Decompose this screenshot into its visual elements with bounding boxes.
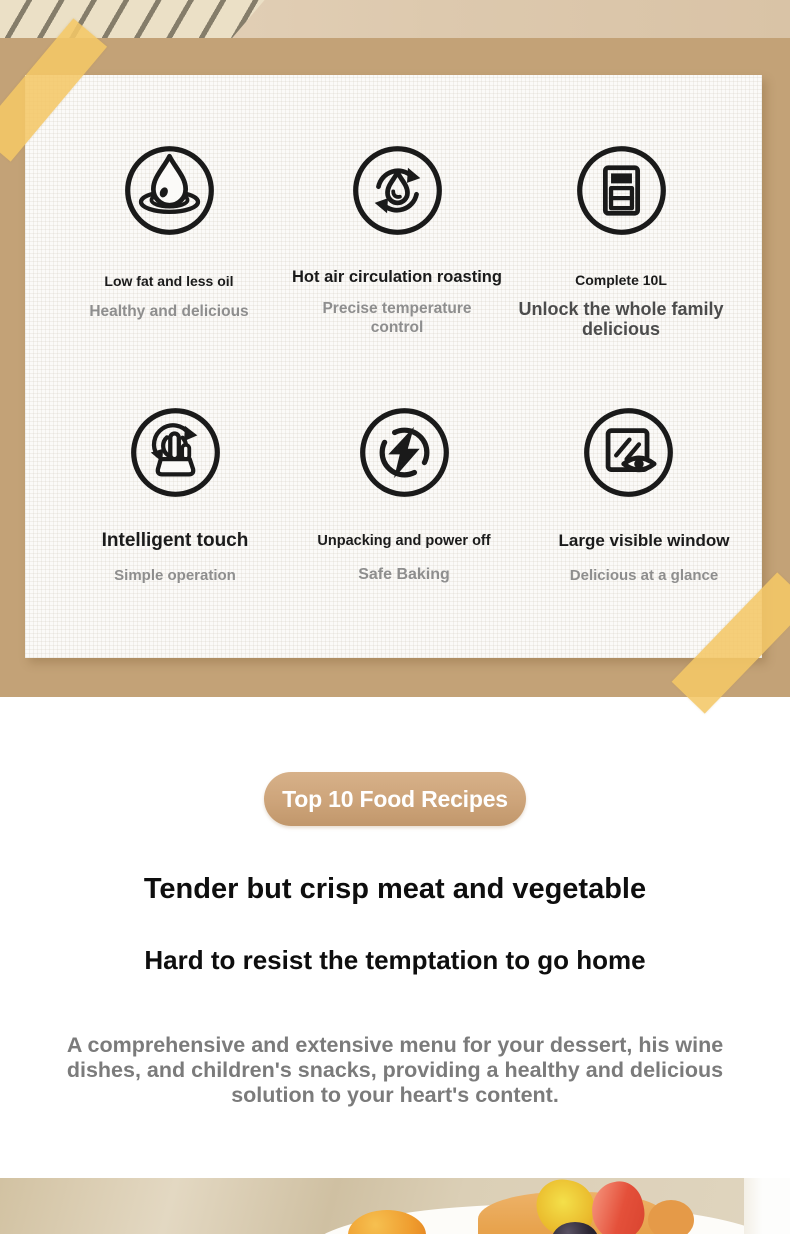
feature-title: Complete 10L (575, 272, 667, 288)
feature-title: Intelligent touch (101, 530, 249, 551)
white-object-right (744, 1178, 790, 1234)
recipes-badge: Top 10 Food Recipes (264, 772, 526, 826)
feature-subtitle: Delicious at a glance (569, 567, 719, 584)
feature-touch (60, 405, 290, 584)
striped-fabric (0, 0, 270, 38)
description-paragraph: A comprehensive and extensive menu for your dessert, his wine dishes, and children's snacks, providing a healthy and delicious solution to your heart's content. (66, 1033, 724, 1107)
feature-title: Low fat and less oil (104, 273, 234, 289)
feature-subtitle: Safe Baking (358, 566, 450, 583)
feature-title: Hot air circulation roasting (292, 268, 502, 286)
visible-window-icon (581, 405, 676, 500)
feature-title: Large visible window (558, 531, 730, 550)
red-fruit-slice (586, 1178, 650, 1234)
top-background-strip (0, 0, 790, 38)
feature-card (25, 75, 762, 658)
oven-capacity-icon (574, 143, 669, 238)
feature-power-off (289, 405, 519, 584)
feature-subtitle: Precise temperature control (322, 300, 472, 336)
feature-subtitle: Unlock the whole family delicious (518, 299, 724, 339)
feature-hot-air (282, 143, 512, 337)
feature-capacity (506, 143, 736, 339)
heading-secondary: Hard to resist the temptation to go home (144, 945, 646, 975)
power-off-icon (357, 405, 452, 500)
water-drop-icon (122, 143, 217, 238)
touch-control-icon (128, 405, 223, 500)
feature-window (522, 405, 766, 584)
feature-subtitle: Simple operation (114, 567, 236, 584)
heading-primary: Tender but crisp meat and vegetable (143, 873, 647, 905)
bottom-photo (0, 1178, 790, 1234)
feature-subtitle: Healthy and delicious (89, 303, 249, 320)
tart-pastry-edge (648, 1200, 694, 1234)
recipes-section (0, 697, 790, 1178)
feature-title: Unpacking and power off (317, 533, 491, 549)
feature-low-fat (54, 143, 284, 321)
hot-air-circulation-icon (350, 143, 445, 238)
